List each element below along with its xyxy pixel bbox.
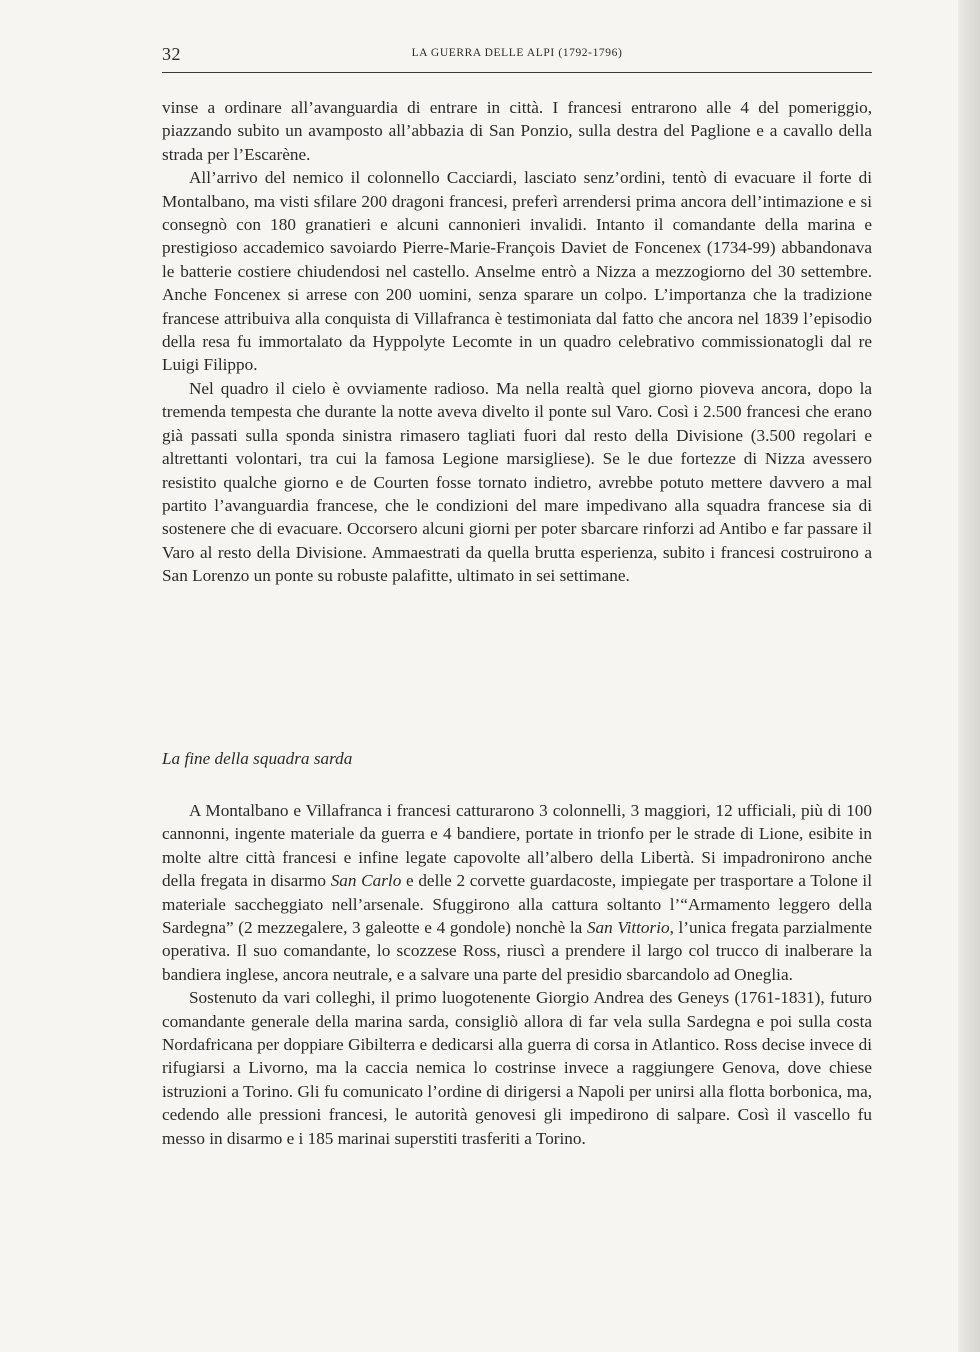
section-1-body	[162, 96, 872, 588]
paragraph	[162, 799, 872, 986]
text-run: A Montalbano e Villafranca i francesi catturarono 3 colonnelli, 3 maggiori, 12 ufficiali, più di 100 cannonni, ingente materiale da guerra e 4 bandiere, portate in trionfo per le strade di Lione, esibite in molte altre città francesi e infine legate capovolte all’albero della Libertà. Si impadronirono anche della fregata in disarmo	[162, 801, 872, 891]
scan-edge-shadow	[958, 0, 980, 1352]
text-run: e delle 2 corvette guardacoste, impiegate per trasportare a Tolone il materiale saccheggiato nell’arsenale. Sfuggirono alla cattura soltanto l’“Armamento leggero della Sardegna” (2 mezzegalere, 3 galeotte e 4 gondole) nonchè la	[162, 871, 872, 938]
paragraph: vinse a ordinare all’avanguardia di entrare in città. I francesi entrarono alle 4 del pomeriggio, piazzando subito un avamposto all’abbazia di San Ponzio, sulla destra del Paglione e a cavallo della strada per l’Escarène.	[162, 98, 872, 164]
section-2-body	[162, 799, 872, 1150]
paragraph: Sostenuto da vari colleghi, il primo luogotenente Giorgio Andrea des Geneys (1761-1831), futuro comandante generale della marina sarda, consigliò allora di far vela sulla Sardegna e poi sulla costa Nordafricana per doppiare Gibilterra e dedicarsi alla guerra di corsa in Atlantico. Ross decise invece di rifugiarsi a Livorno, ma la caccia nemica lo costrinse invece a raggiungere Genova, dove chiese istruzioni a Torino. Gli fu comunicato l’ordine di dirigersi a Napoli per unirsi alla flotta borbonica, ma, cedendo alle pressioni francesi, le autorità genovesi gli impedirono di salpare. Così il vascello fu messo in disarmo e i 185 marinai superstiti trasferiti a Torino.	[162, 988, 872, 1148]
page-header	[162, 44, 872, 66]
page-number: 32	[162, 44, 181, 64]
paragraph: All’arrivo del nemico il colonnello Cacciardi, lasciato senz’ordini, tentò di evacuare il forte di Montalbano, ma visti sfilare 200 dragoni francesi, preferì arrendersi prima ancora dell’intimazione e si consegnò con 180 granatieri e alcuni cannonieri invalidi. Intanto il comandante della marina e prestigioso accademico savoiardo Pierre-Marie-François Daviet de Foncenex (1734-99) abbandonava le batterie costiere chiudendosi nel castello. Anselme entrò a Nizza a mezzogiorno del 30 settembre. Anche Foncenex si arrese con 200 uomini, senza sparare un colpo. L’importanza che la tradizione francese attribuiva alla conquista di Villafranca è testimoniata dal fatto che ancora nel 1839 l’episodio della resa fu immortalato da Hyppolyte Lecomte in un quadro celebrativo commissionatogli dal re Luigi Filippo.	[162, 168, 872, 375]
running-head: LA GUERRA DELLE ALPI (1792-1796)	[411, 47, 623, 59]
paragraph: Nel quadro il cielo è ovviamente radioso. Ma nella realtà quel giorno pioveva ancora, dopo la tremenda tempesta che durante la notte aveva divelto il ponte sul Varo. Così i 2.500 francesi che erano già passati sulla sponda sinistra rimasero tagliati fuori dal resto della Divisione (3.500 regolari e altrettanti volontari, tra cui la famosa Legione marsigliese). Se le due fortezze di Nizza avessero resistito qualche giorno e de Courten fosse tornato indietro, avrebbe potuto mettere davvero a mal partito l’avanguardia francese, che le condizioni del mare impedivano alla squadra francese sia di sostenere che di evacuare. Occorsero alcuni giorni per poter sbarcare rinforzi ad Antibo e far passare il Varo al resto della Divisione. Ammaestrati da quella brutta esperienza, subito i francesi costruirono a San Lorenzo un ponte su robuste palafitte, ultimato in sei settimane.	[162, 378, 872, 586]
ship-name: San Vittorio	[586, 918, 670, 938]
section-heading: La fine della squadra sarda	[162, 749, 353, 768]
header-rule	[162, 72, 872, 73]
ship-name: San Carlo	[330, 871, 402, 891]
text-run: , l’unica fregata parzialmente operativa. Il suo comandante, lo scozzese Ross, riuscì a prendere il largo col trucco di inalberare la bandiera inglese, ancora neutrale, e a salvare una parte del presidio sbarcandolo ad Oneglia.	[162, 918, 873, 984]
